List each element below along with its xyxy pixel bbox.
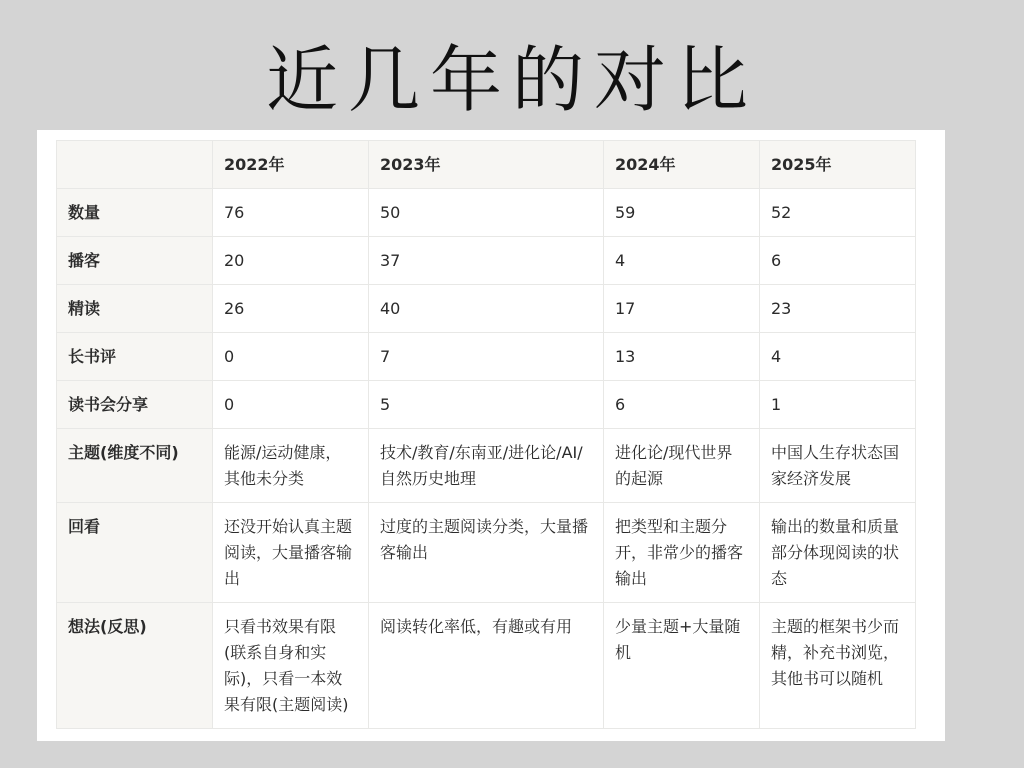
table-cell: 17 bbox=[604, 285, 760, 333]
comparison-table bbox=[56, 140, 916, 729]
row-label: 精读 bbox=[57, 285, 213, 333]
table-row-intensive-reading bbox=[57, 285, 916, 333]
table-header-row bbox=[57, 141, 916, 189]
table-cell: 阅读转化率低，有趣或有用 bbox=[369, 603, 604, 729]
row-label: 主题(维度不同) bbox=[57, 429, 213, 503]
row-label: 数量 bbox=[57, 189, 213, 237]
header-cell-2024: 2024年 bbox=[604, 141, 760, 189]
table-cell: 26 bbox=[213, 285, 369, 333]
row-label: 播客 bbox=[57, 237, 213, 285]
table-cell: 0 bbox=[213, 333, 369, 381]
table-cell: 6 bbox=[604, 381, 760, 429]
table-cell: 4 bbox=[604, 237, 760, 285]
row-label: 长书评 bbox=[57, 333, 213, 381]
header-cell-corner bbox=[57, 141, 213, 189]
table-cell: 7 bbox=[369, 333, 604, 381]
table-cell: 76 bbox=[213, 189, 369, 237]
table-cell: 进化论/现代世界的起源 bbox=[604, 429, 760, 503]
table-cell: 技术/教育/东南亚/进化论/AI/自然历史地理 bbox=[369, 429, 604, 503]
table-cell: 少量主题+大量随机 bbox=[604, 603, 760, 729]
table-row-topics bbox=[57, 429, 916, 503]
row-label: 回看 bbox=[57, 503, 213, 603]
table-cell: 4 bbox=[760, 333, 916, 381]
row-label: 想法(反思) bbox=[57, 603, 213, 729]
table-cell: 过度的主题阅读分类，大量播客输出 bbox=[369, 503, 604, 603]
table-cell: 6 bbox=[760, 237, 916, 285]
row-label: 读书会分享 bbox=[57, 381, 213, 429]
table-row-quantity bbox=[57, 189, 916, 237]
table-cell: 1 bbox=[760, 381, 916, 429]
table-cell: 0 bbox=[213, 381, 369, 429]
table-cell: 把类型和主题分开，非常少的播客输出 bbox=[604, 503, 760, 603]
table-cell: 40 bbox=[369, 285, 604, 333]
header-cell-2025: 2025年 bbox=[760, 141, 916, 189]
table-cell: 52 bbox=[760, 189, 916, 237]
table-cell: 输出的数量和质量部分体现阅读的状态 bbox=[760, 503, 916, 603]
slide-title: 近几年的对比 bbox=[265, 38, 758, 122]
table-cell: 50 bbox=[369, 189, 604, 237]
table-cell: 13 bbox=[604, 333, 760, 381]
table-row-reflection bbox=[57, 603, 916, 729]
table-cell: 23 bbox=[760, 285, 916, 333]
table-cell: 只看书效果有限(联系自身和实际)，只看一本效果有限(主题阅读) bbox=[213, 603, 369, 729]
table-cell: 37 bbox=[369, 237, 604, 285]
table-cell: 中国人生存状态国家经济发展 bbox=[760, 429, 916, 503]
table-panel bbox=[37, 130, 945, 741]
table-cell: 5 bbox=[369, 381, 604, 429]
table-row-podcast bbox=[57, 237, 916, 285]
table-cell: 59 bbox=[604, 189, 760, 237]
table-row-book-club bbox=[57, 381, 916, 429]
table-cell: 能源/运动健康，其他未分类 bbox=[213, 429, 369, 503]
header-cell-2023: 2023年 bbox=[369, 141, 604, 189]
header-cell-2022: 2022年 bbox=[213, 141, 369, 189]
table-row-long-review bbox=[57, 333, 916, 381]
table-cell: 20 bbox=[213, 237, 369, 285]
table-row-review bbox=[57, 503, 916, 603]
table-cell: 还没开始认真主题阅读，大量播客输出 bbox=[213, 503, 369, 603]
table-cell: 主题的框架书少而精，补充书浏览，其他书可以随机 bbox=[760, 603, 916, 729]
